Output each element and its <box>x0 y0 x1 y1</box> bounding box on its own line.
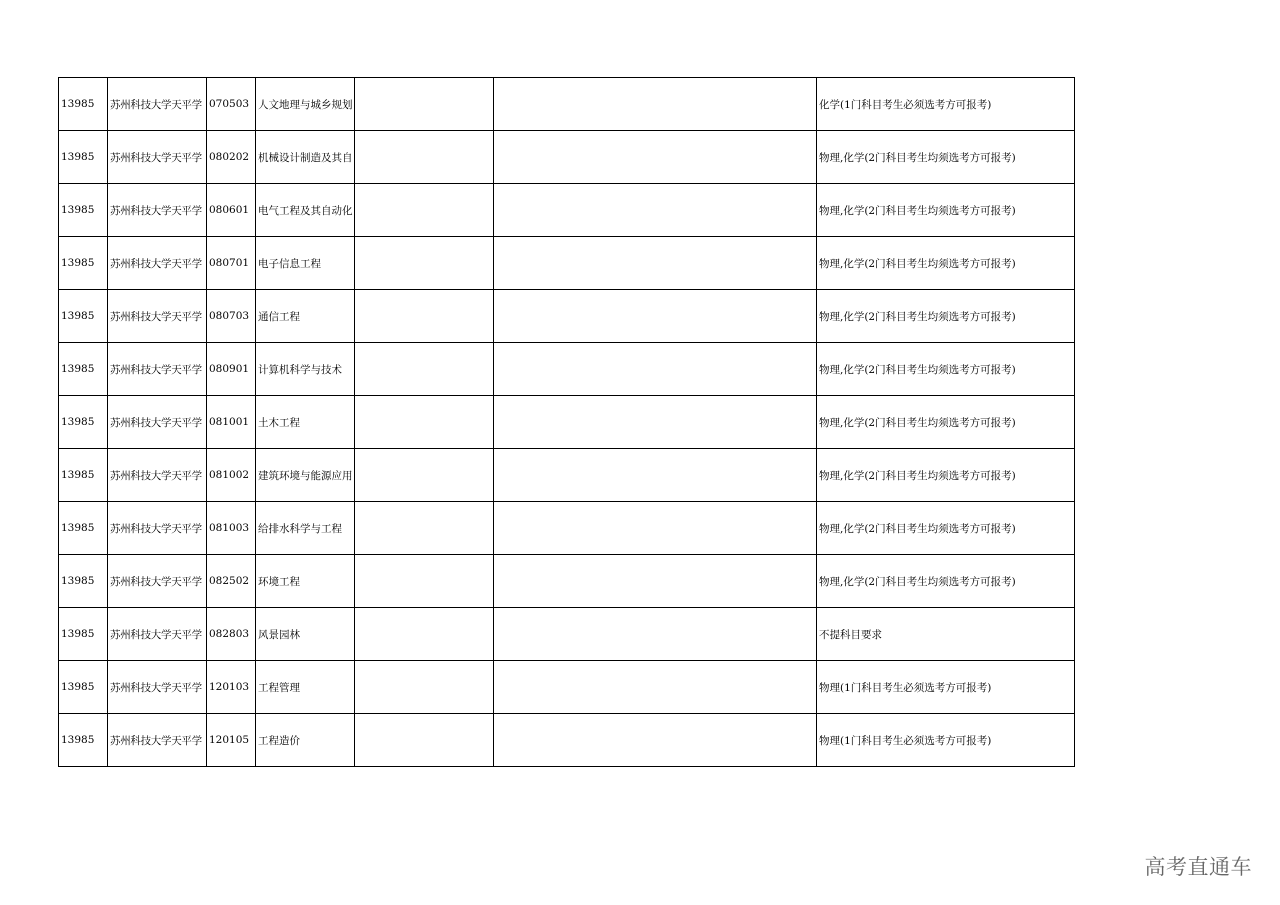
empty-cell <box>494 714 817 767</box>
institution-code-cell: 13985 <box>59 78 108 131</box>
institution-code-cell: 13985 <box>59 290 108 343</box>
empty-cell <box>494 78 817 131</box>
major-name-cell: 工程管理 <box>256 661 355 714</box>
table-row <box>59 502 1075 555</box>
institution-code-cell: 13985 <box>59 555 108 608</box>
empty-cell <box>494 343 817 396</box>
major-name-cell: 机械设计制造及其自 <box>256 131 355 184</box>
major-code-cell: 080703 <box>207 290 256 343</box>
major-code-cell: 082502 <box>207 555 256 608</box>
empty-cell <box>355 343 494 396</box>
table-row <box>59 661 1075 714</box>
major-code-cell: 120103 <box>207 661 256 714</box>
institution-code-cell: 13985 <box>59 237 108 290</box>
major-code-cell: 080901 <box>207 343 256 396</box>
empty-cell <box>494 555 817 608</box>
table-row <box>59 131 1075 184</box>
major-name-cell: 工程造价 <box>256 714 355 767</box>
empty-cell <box>355 184 494 237</box>
table-row <box>59 555 1075 608</box>
admission-requirements-table <box>58 77 1075 767</box>
empty-cell <box>494 131 817 184</box>
institution-code-cell: 13985 <box>59 502 108 555</box>
school-name-cell: 苏州科技大学天平学 <box>108 396 207 449</box>
subject-requirement-cell: 物理,化学(2门科目考生均须选考方可报考) <box>817 131 1075 184</box>
subject-requirement-cell: 物理,化学(2门科目考生均须选考方可报考) <box>817 396 1075 449</box>
empty-cell <box>494 661 817 714</box>
institution-code-cell: 13985 <box>59 131 108 184</box>
empty-cell <box>494 608 817 661</box>
school-name-cell: 苏州科技大学天平学 <box>108 131 207 184</box>
major-code-cell: 080701 <box>207 237 256 290</box>
subject-requirement-cell: 物理,化学(2门科目考生均须选考方可报考) <box>817 502 1075 555</box>
institution-code-cell: 13985 <box>59 343 108 396</box>
table-row <box>59 290 1075 343</box>
major-code-cell: 082803 <box>207 608 256 661</box>
empty-cell <box>355 502 494 555</box>
major-name-cell: 建筑环境与能源应用 <box>256 449 355 502</box>
subject-requirement-cell: 物理,化学(2门科目考生均须选考方可报考) <box>817 449 1075 502</box>
table-row <box>59 714 1075 767</box>
subject-requirement-cell: 物理(1门科目考生必须选考方可报考) <box>817 714 1075 767</box>
empty-cell <box>355 237 494 290</box>
institution-code-cell: 13985 <box>59 396 108 449</box>
table-row <box>59 449 1075 502</box>
table-body <box>59 78 1075 767</box>
school-name-cell: 苏州科技大学天平学 <box>108 714 207 767</box>
major-name-cell: 风景园林 <box>256 608 355 661</box>
school-name-cell: 苏州科技大学天平学 <box>108 343 207 396</box>
institution-code-cell: 13985 <box>59 608 108 661</box>
empty-cell <box>494 449 817 502</box>
subject-requirement-cell: 物理,化学(2门科目考生均须选考方可报考) <box>817 555 1075 608</box>
table-row <box>59 608 1075 661</box>
major-name-cell: 环境工程 <box>256 555 355 608</box>
school-name-cell: 苏州科技大学天平学 <box>108 608 207 661</box>
institution-code-cell: 13985 <box>59 449 108 502</box>
major-name-cell: 给排水科学与工程 <box>256 502 355 555</box>
school-name-cell: 苏州科技大学天平学 <box>108 290 207 343</box>
major-code-cell: 081002 <box>207 449 256 502</box>
empty-cell <box>355 608 494 661</box>
empty-cell <box>355 396 494 449</box>
subject-requirement-cell: 化学(1门科目考生必须选考方可报考) <box>817 78 1075 131</box>
empty-cell <box>494 237 817 290</box>
major-name-cell: 电子信息工程 <box>256 237 355 290</box>
school-name-cell: 苏州科技大学天平学 <box>108 661 207 714</box>
major-code-cell: 080601 <box>207 184 256 237</box>
table-row <box>59 184 1075 237</box>
institution-code-cell: 13985 <box>59 714 108 767</box>
major-name-cell: 土木工程 <box>256 396 355 449</box>
major-code-cell: 081001 <box>207 396 256 449</box>
major-code-cell: 080202 <box>207 131 256 184</box>
empty-cell <box>355 131 494 184</box>
table-row <box>59 78 1075 131</box>
table-row <box>59 396 1075 449</box>
empty-cell <box>355 661 494 714</box>
empty-cell <box>494 184 817 237</box>
subject-requirement-cell: 不提科目要求 <box>817 608 1075 661</box>
institution-code-cell: 13985 <box>59 184 108 237</box>
school-name-cell: 苏州科技大学天平学 <box>108 449 207 502</box>
major-code-cell: 081003 <box>207 502 256 555</box>
school-name-cell: 苏州科技大学天平学 <box>108 184 207 237</box>
subject-requirement-cell: 物理(1门科目考生必须选考方可报考) <box>817 661 1075 714</box>
school-name-cell: 苏州科技大学天平学 <box>108 555 207 608</box>
major-code-cell: 120105 <box>207 714 256 767</box>
institution-code-cell: 13985 <box>59 661 108 714</box>
empty-cell <box>355 290 494 343</box>
empty-cell <box>494 396 817 449</box>
subject-requirement-cell: 物理,化学(2门科目考生均须选考方可报考) <box>817 290 1075 343</box>
major-name-cell: 计算机科学与技术 <box>256 343 355 396</box>
school-name-cell: 苏州科技大学天平学 <box>108 502 207 555</box>
table-row <box>59 343 1075 396</box>
empty-cell <box>494 290 817 343</box>
empty-cell <box>355 449 494 502</box>
major-name-cell: 电气工程及其自动化 <box>256 184 355 237</box>
subject-requirement-cell: 物理,化学(2门科目考生均须选考方可报考) <box>817 343 1075 396</box>
major-name-cell: 通信工程 <box>256 290 355 343</box>
empty-cell <box>355 714 494 767</box>
subject-requirement-cell: 物理,化学(2门科目考生均须选考方可报考) <box>817 237 1075 290</box>
empty-cell <box>494 502 817 555</box>
empty-cell <box>355 555 494 608</box>
table-row <box>59 237 1075 290</box>
major-code-cell: 070503 <box>207 78 256 131</box>
major-name-cell: 人文地理与城乡规划 <box>256 78 355 131</box>
watermark-text: 高考直通车 <box>1144 855 1252 879</box>
subject-requirement-cell: 物理,化学(2门科目考生均须选考方可报考) <box>817 184 1075 237</box>
school-name-cell: 苏州科技大学天平学 <box>108 78 207 131</box>
school-name-cell: 苏州科技大学天平学 <box>108 237 207 290</box>
empty-cell <box>355 78 494 131</box>
